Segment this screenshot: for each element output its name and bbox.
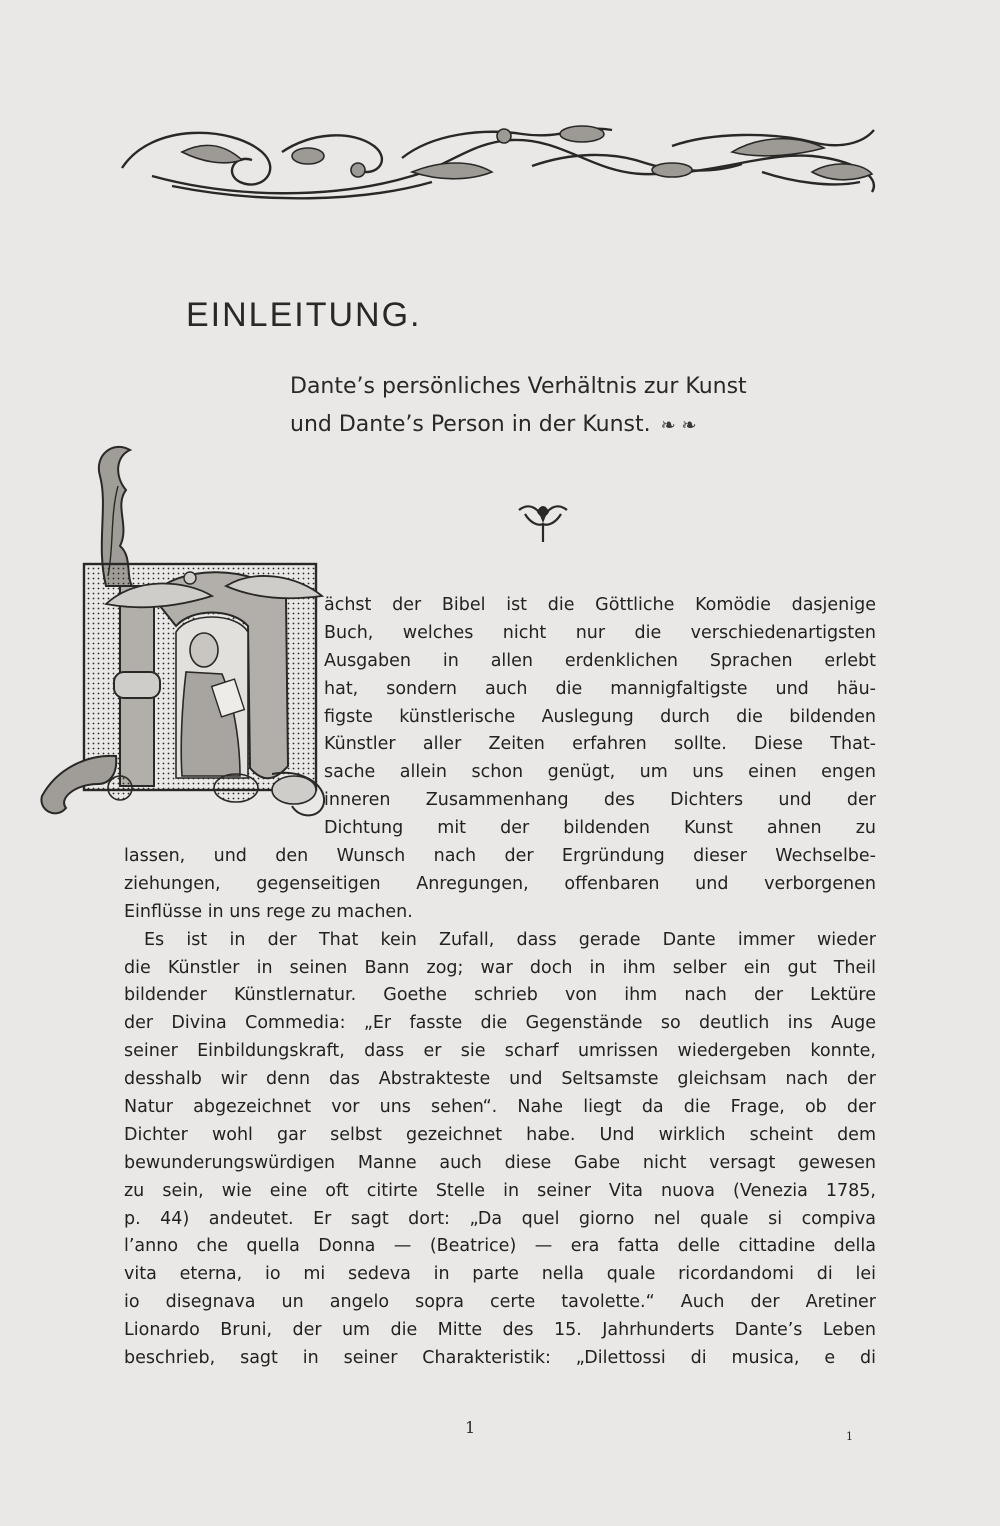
text-line: l’anno che quella Donna — (Beatrice) — era fatta delle cittadine della bbox=[124, 1236, 876, 1257]
initial-space bbox=[124, 592, 324, 842]
scroll-ornament-icon bbox=[112, 112, 884, 208]
body-text bbox=[124, 592, 876, 1373]
text-line: ächst der Bibel ist die Göttliche Komödie dasjenige bbox=[324, 595, 876, 615]
text-line: vita eterna, io mi sedeva in parte nella quale ricordandomi di lei bbox=[124, 1264, 876, 1285]
subtitle-line-1: Dante’s persönliches Verhältnis zur Kunst bbox=[290, 374, 747, 399]
text-line: sache allein schon genügt, um uns einen engen bbox=[324, 762, 876, 783]
fleuron-icon: ❧ ❧ bbox=[660, 415, 697, 436]
text-line: Dichter wohl gar selbst gezeichnet habe. Und wirklich scheint dem bbox=[124, 1124, 876, 1145]
text-line: ziehungen, gegenseitigen Anregungen, offenbaren und verborgenen bbox=[124, 873, 876, 894]
text-line: desshalb wir denn das Abstrakteste und Seltsamste gleichsam nach der bbox=[124, 1069, 876, 1090]
text-line: Ausgaben in allen erdenklichen Sprachen erlebt bbox=[324, 650, 876, 671]
text-line: hat, sondern auch die mannigfaltigste und häu- bbox=[324, 678, 876, 699]
text-line: figste künstlerische Auslegung durch die bildenden bbox=[324, 706, 876, 727]
text-line: Natur abgezeichnet vor uns sehen“. Nahe liegt da die Frage, ob der bbox=[124, 1097, 876, 1118]
text-line: beschrieb, sagt in seiner Charakteristik: „Dilettossi di musica, e di bbox=[124, 1348, 876, 1369]
text-line: seiner Einbildungskraft, dass er sie scharf umrissen wiedergeben konnte, bbox=[124, 1041, 876, 1062]
text-line: Künstler aller Zeiten erfahren sollte. Diese That- bbox=[324, 734, 876, 755]
text-line: der Divina Commedia: „Er fasste die Gegenstände so deutlich ins Auge bbox=[124, 1013, 876, 1034]
text-line: io disegnava un angelo sopra certe tavolette.“ Auch der Aretiner bbox=[124, 1292, 876, 1313]
text-line: Einflüsse in uns rege zu machen. bbox=[124, 901, 413, 922]
text-line: bewunderungswürdigen Manne auch diese Gabe nicht versagt gewesen bbox=[124, 1152, 876, 1173]
text-line: inneren Zusammenhang des Dichters und der bbox=[324, 790, 876, 811]
subtitle-line-2-text: und Dante’s Person in der Kunst. bbox=[290, 412, 651, 437]
lotus-ornament-icon bbox=[515, 498, 571, 544]
text-line: Dichtung mit der bildenden Kunst ahnen zu bbox=[324, 818, 876, 839]
text-line: zu sein, wie eine oft citirte Stelle in seiner Vita nuova (Venezia 1785, bbox=[124, 1180, 876, 1201]
text-line: lassen, und den Wunsch nach der Ergründung dieser Wechselbe- bbox=[124, 846, 876, 867]
sheet-number: 1 bbox=[846, 1430, 853, 1443]
chapter-subtitle bbox=[290, 368, 747, 445]
text-line: p. 44) andeutet. Er sagt dort: „Da quel giorno nel quale si compiva bbox=[124, 1208, 876, 1229]
text-line: Buch, welches nicht nur die verschiedenartigsten bbox=[324, 622, 876, 643]
chapter-heading: EINLEITUNG. bbox=[186, 296, 422, 334]
subtitle-line-2 bbox=[290, 406, 747, 445]
text-line: bildender Künstlernatur. Goethe schrieb von ihm nach der Lektüre bbox=[124, 985, 876, 1006]
text-line: Es ist in der That kein Zufall, dass gerade Dante immer wieder bbox=[144, 929, 876, 950]
text-line: Lionardo Bruni, der um die Mitte des 15. Jahrhunderts Dante’s Leben bbox=[124, 1320, 876, 1341]
text-line: die Künstler in seinen Bann zog; war doch in ihm selber ein gut Theil bbox=[124, 957, 876, 978]
page-number: 1 bbox=[465, 1418, 476, 1437]
